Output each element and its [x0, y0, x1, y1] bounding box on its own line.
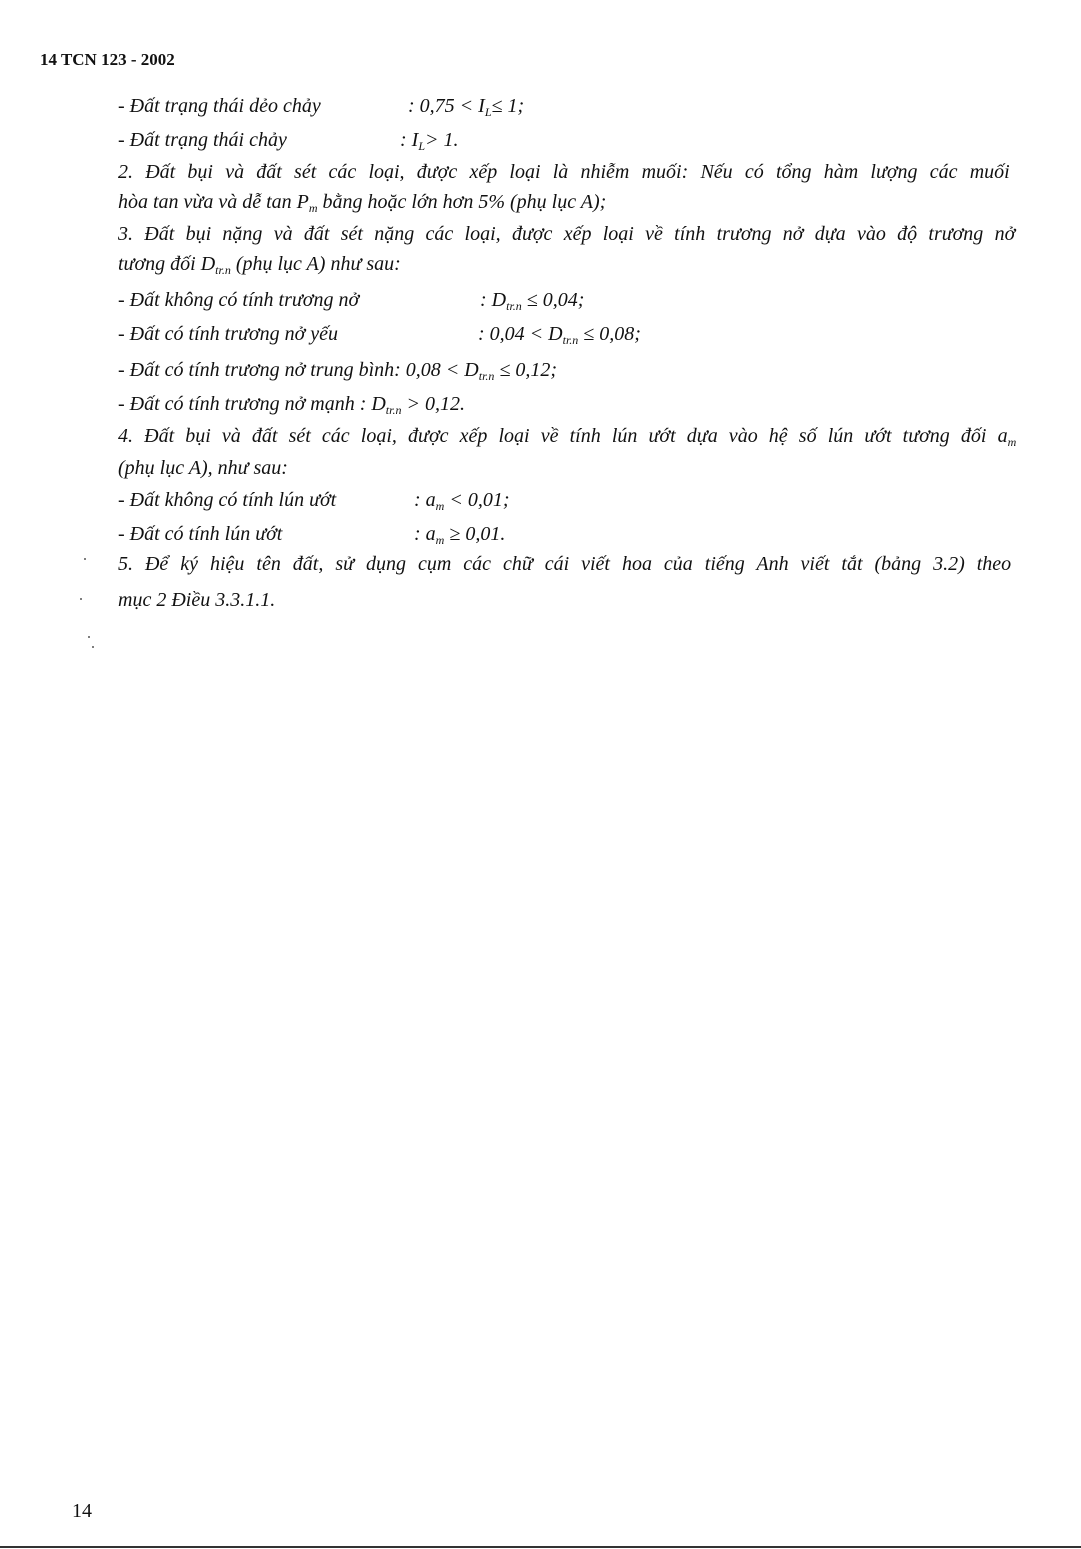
scan-speck: [84, 558, 86, 560]
item-condition: : $0,75 < I_L\le 1$;: [408, 95, 525, 119]
paragraph-line: 4. Đất bụi và đất sét các loại, được xếp loại về tính lún ướt dựa vào hệ số lún ướt tương đối $a_m$: [118, 425, 1017, 449]
paragraph-line: hòa tan vừa và dễ $\tan P_m$ bằng hoặc lớn hơn 5% (phụ lục A);: [118, 191, 607, 215]
document-code-header: 14 TCN 123 - 2002: [40, 50, 175, 69]
scan-speck: [80, 598, 82, 600]
item-label: - Đất trạng thái chảy: [118, 129, 287, 151]
page-number: 14: [72, 1500, 92, 1522]
item-condition: : $a_m < 0,01$;: [414, 489, 510, 513]
list-item: [118, 288, 585, 313]
paragraph-line: 2. Đất bụi và đất sét các loại, được xếp loại là nhiễm muối: Nếu có tổng hàm lượng các muối: [118, 161, 1010, 183]
item-label: - Đất có tính lún ướt: [118, 523, 283, 545]
list-item: - Đất có tính trương nở trung bình: $0,08 < D_{tr.n} \le 0,12$;: [118, 359, 558, 383]
paragraph-line: mục 2 Điều 3.3.1.1.: [118, 589, 276, 611]
item-condition: : $D_{tr.n} \le 0,04$;: [480, 289, 585, 313]
item-condition: : $I_L> 1$.: [400, 129, 459, 153]
scan-speck: [92, 646, 94, 648]
paragraph-line: (phụ lục A), như sau:: [118, 457, 288, 479]
item-condition: : $a_m \ge 0,01$.: [414, 523, 506, 547]
list-item: [118, 522, 506, 547]
list-item: [118, 128, 459, 153]
list-item: - Đất có tính trương nở mạnh : $D_{tr.n} > 0,12$.: [118, 393, 465, 417]
paragraph-line: 5. Để ký hiệu tên đất, sử dụng cụm các chữ cái viết hoa của tiếng Anh viết tắt (bảng 3.2) theo: [118, 553, 1012, 575]
item-label: - Đất không có tính lún ướt: [118, 489, 337, 511]
scan-speck: [88, 636, 90, 638]
list-item: [118, 488, 510, 513]
paragraph-line: tương đối $D_{tr.n}$ (phụ lục A) như sau:: [118, 253, 401, 277]
item-label: - Đất không có tính trương nở: [118, 289, 360, 311]
paragraph-line: 3. Đất bụi nặng và đất sét nặng các loại, được xếp loại về tính trương nở dựa vào độ trương nở: [118, 223, 1016, 245]
list-item: [118, 94, 525, 119]
scan-edge-line: [0, 1546, 1081, 1548]
item-condition: : $0,04 < D_{tr.n} \le 0,08$;: [478, 323, 641, 347]
list-item: [118, 322, 641, 347]
item-label: - Đất trạng thái dẻo chảy: [118, 95, 321, 117]
item-label: - Đất có tính trương nở yếu: [118, 323, 338, 345]
